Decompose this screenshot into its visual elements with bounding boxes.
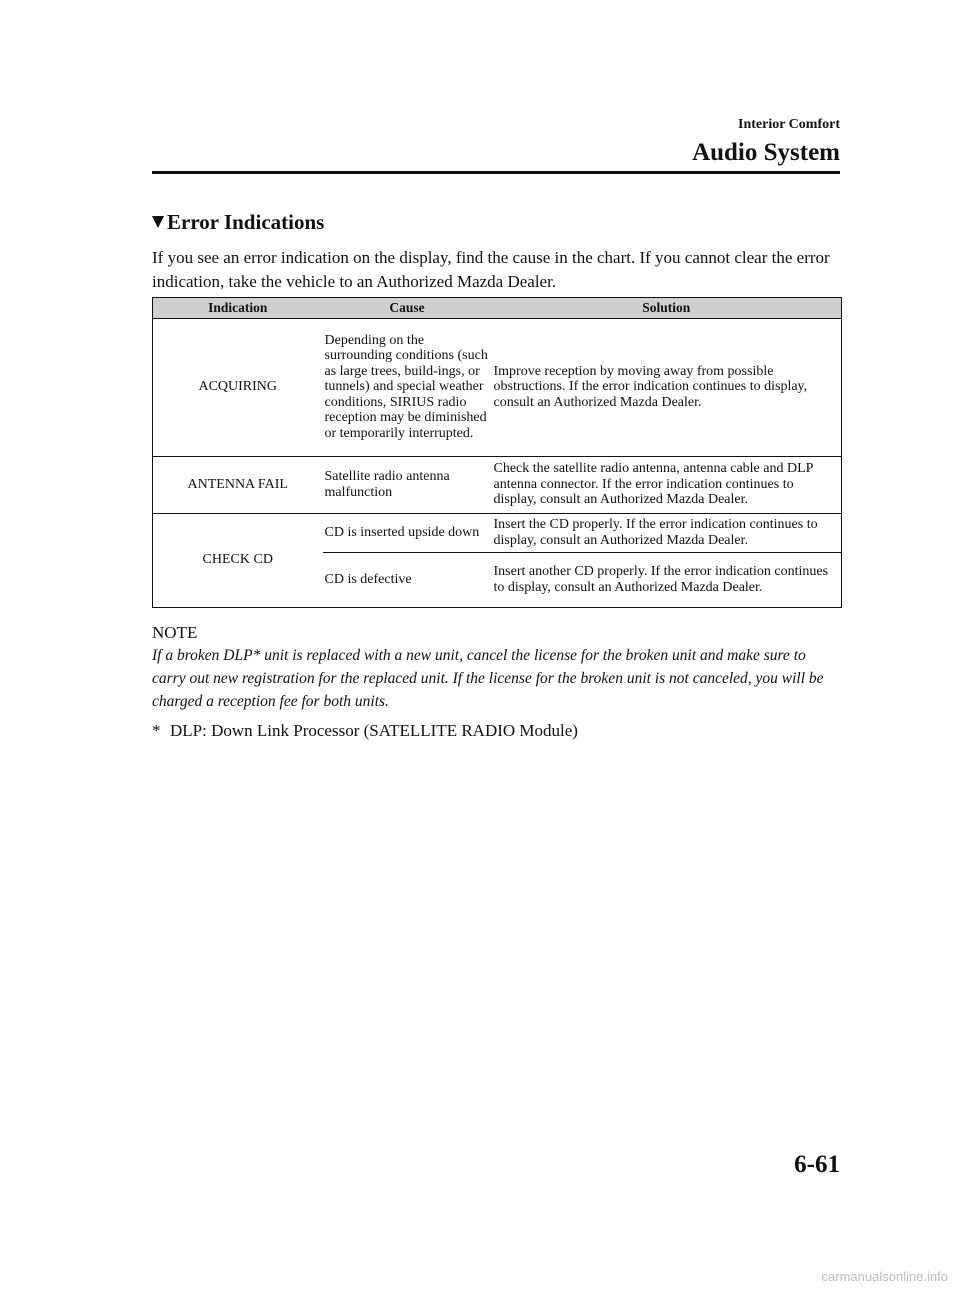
indication-cell: ANTENNA FAIL bbox=[153, 457, 323, 514]
solution-cell: Check the satellite radio antenna, antenna cable and DLP antenna connector. If the error indication continues to display, consult an Authorized Mazda Dealer. bbox=[492, 457, 842, 514]
section-heading bbox=[152, 208, 324, 236]
solution-cell: Improve reception by moving away from possible obstructions. If the error indication continues to display, consult an Authorized Mazda Dealer. bbox=[492, 319, 842, 457]
footnote-mark: * bbox=[152, 721, 161, 740]
section-heading-text: Error Indications bbox=[167, 210, 325, 234]
page-header bbox=[692, 115, 840, 169]
section-title: Audio System bbox=[692, 139, 840, 166]
table-row bbox=[153, 514, 842, 553]
cause-cell: Satellite radio antenna malfunction bbox=[323, 457, 492, 514]
footnote-text: DLP: Down Link Processor (SATELLITE RADIO Module) bbox=[170, 721, 578, 740]
note-body: If a broken DLP* unit is replaced with a new unit, cancel the license for the broken unit and make sure to carry out new registration for the replaced unit. If the license for the broken unit is not canceled, you will be charged a reception fee for both units. bbox=[152, 647, 824, 710]
table-header-row bbox=[153, 298, 842, 319]
indication-cell: ACQUIRING bbox=[153, 319, 323, 457]
cause-cell: CD is inserted upside down bbox=[323, 514, 492, 553]
column-header-cause: Cause bbox=[323, 298, 492, 319]
intro-paragraph: If you see an error indication on the display, find the cause in the chart. If you cannot clear the error indication, take the vehicle to an Authorized Mazda Dealer. bbox=[152, 248, 830, 291]
triangle-down-icon bbox=[152, 216, 164, 228]
page-number: 6-61 bbox=[794, 1151, 840, 1178]
header-divider bbox=[152, 171, 840, 174]
column-header-solution: Solution bbox=[492, 298, 842, 319]
table-row bbox=[153, 319, 842, 457]
solution-cell: Insert the CD properly. If the error indication continues to display, consult an Authorized Mazda Dealer. bbox=[492, 514, 842, 553]
cause-cell: Depending on the surrounding conditions (such as large trees, build-ings, or tunnels) and special weather conditions, SIRIUS radio reception may be diminished or temporarily interrupted. bbox=[323, 319, 492, 457]
indication-cell: CHECK CD bbox=[153, 514, 323, 608]
watermark: carmanualsonline.info bbox=[821, 1269, 948, 1284]
solution-cell: Insert another CD properly. If the error indication continues to display, consult an Authorized Mazda Dealer. bbox=[492, 553, 842, 608]
chapter-label: Interior Comfort bbox=[738, 117, 840, 132]
column-header-indication: Indication bbox=[153, 298, 323, 319]
table-row bbox=[153, 457, 842, 514]
note-label: NOTE bbox=[152, 623, 198, 642]
cause-cell: CD is defective bbox=[323, 553, 492, 608]
error-indications-table bbox=[152, 297, 842, 608]
footnote bbox=[152, 719, 578, 743]
